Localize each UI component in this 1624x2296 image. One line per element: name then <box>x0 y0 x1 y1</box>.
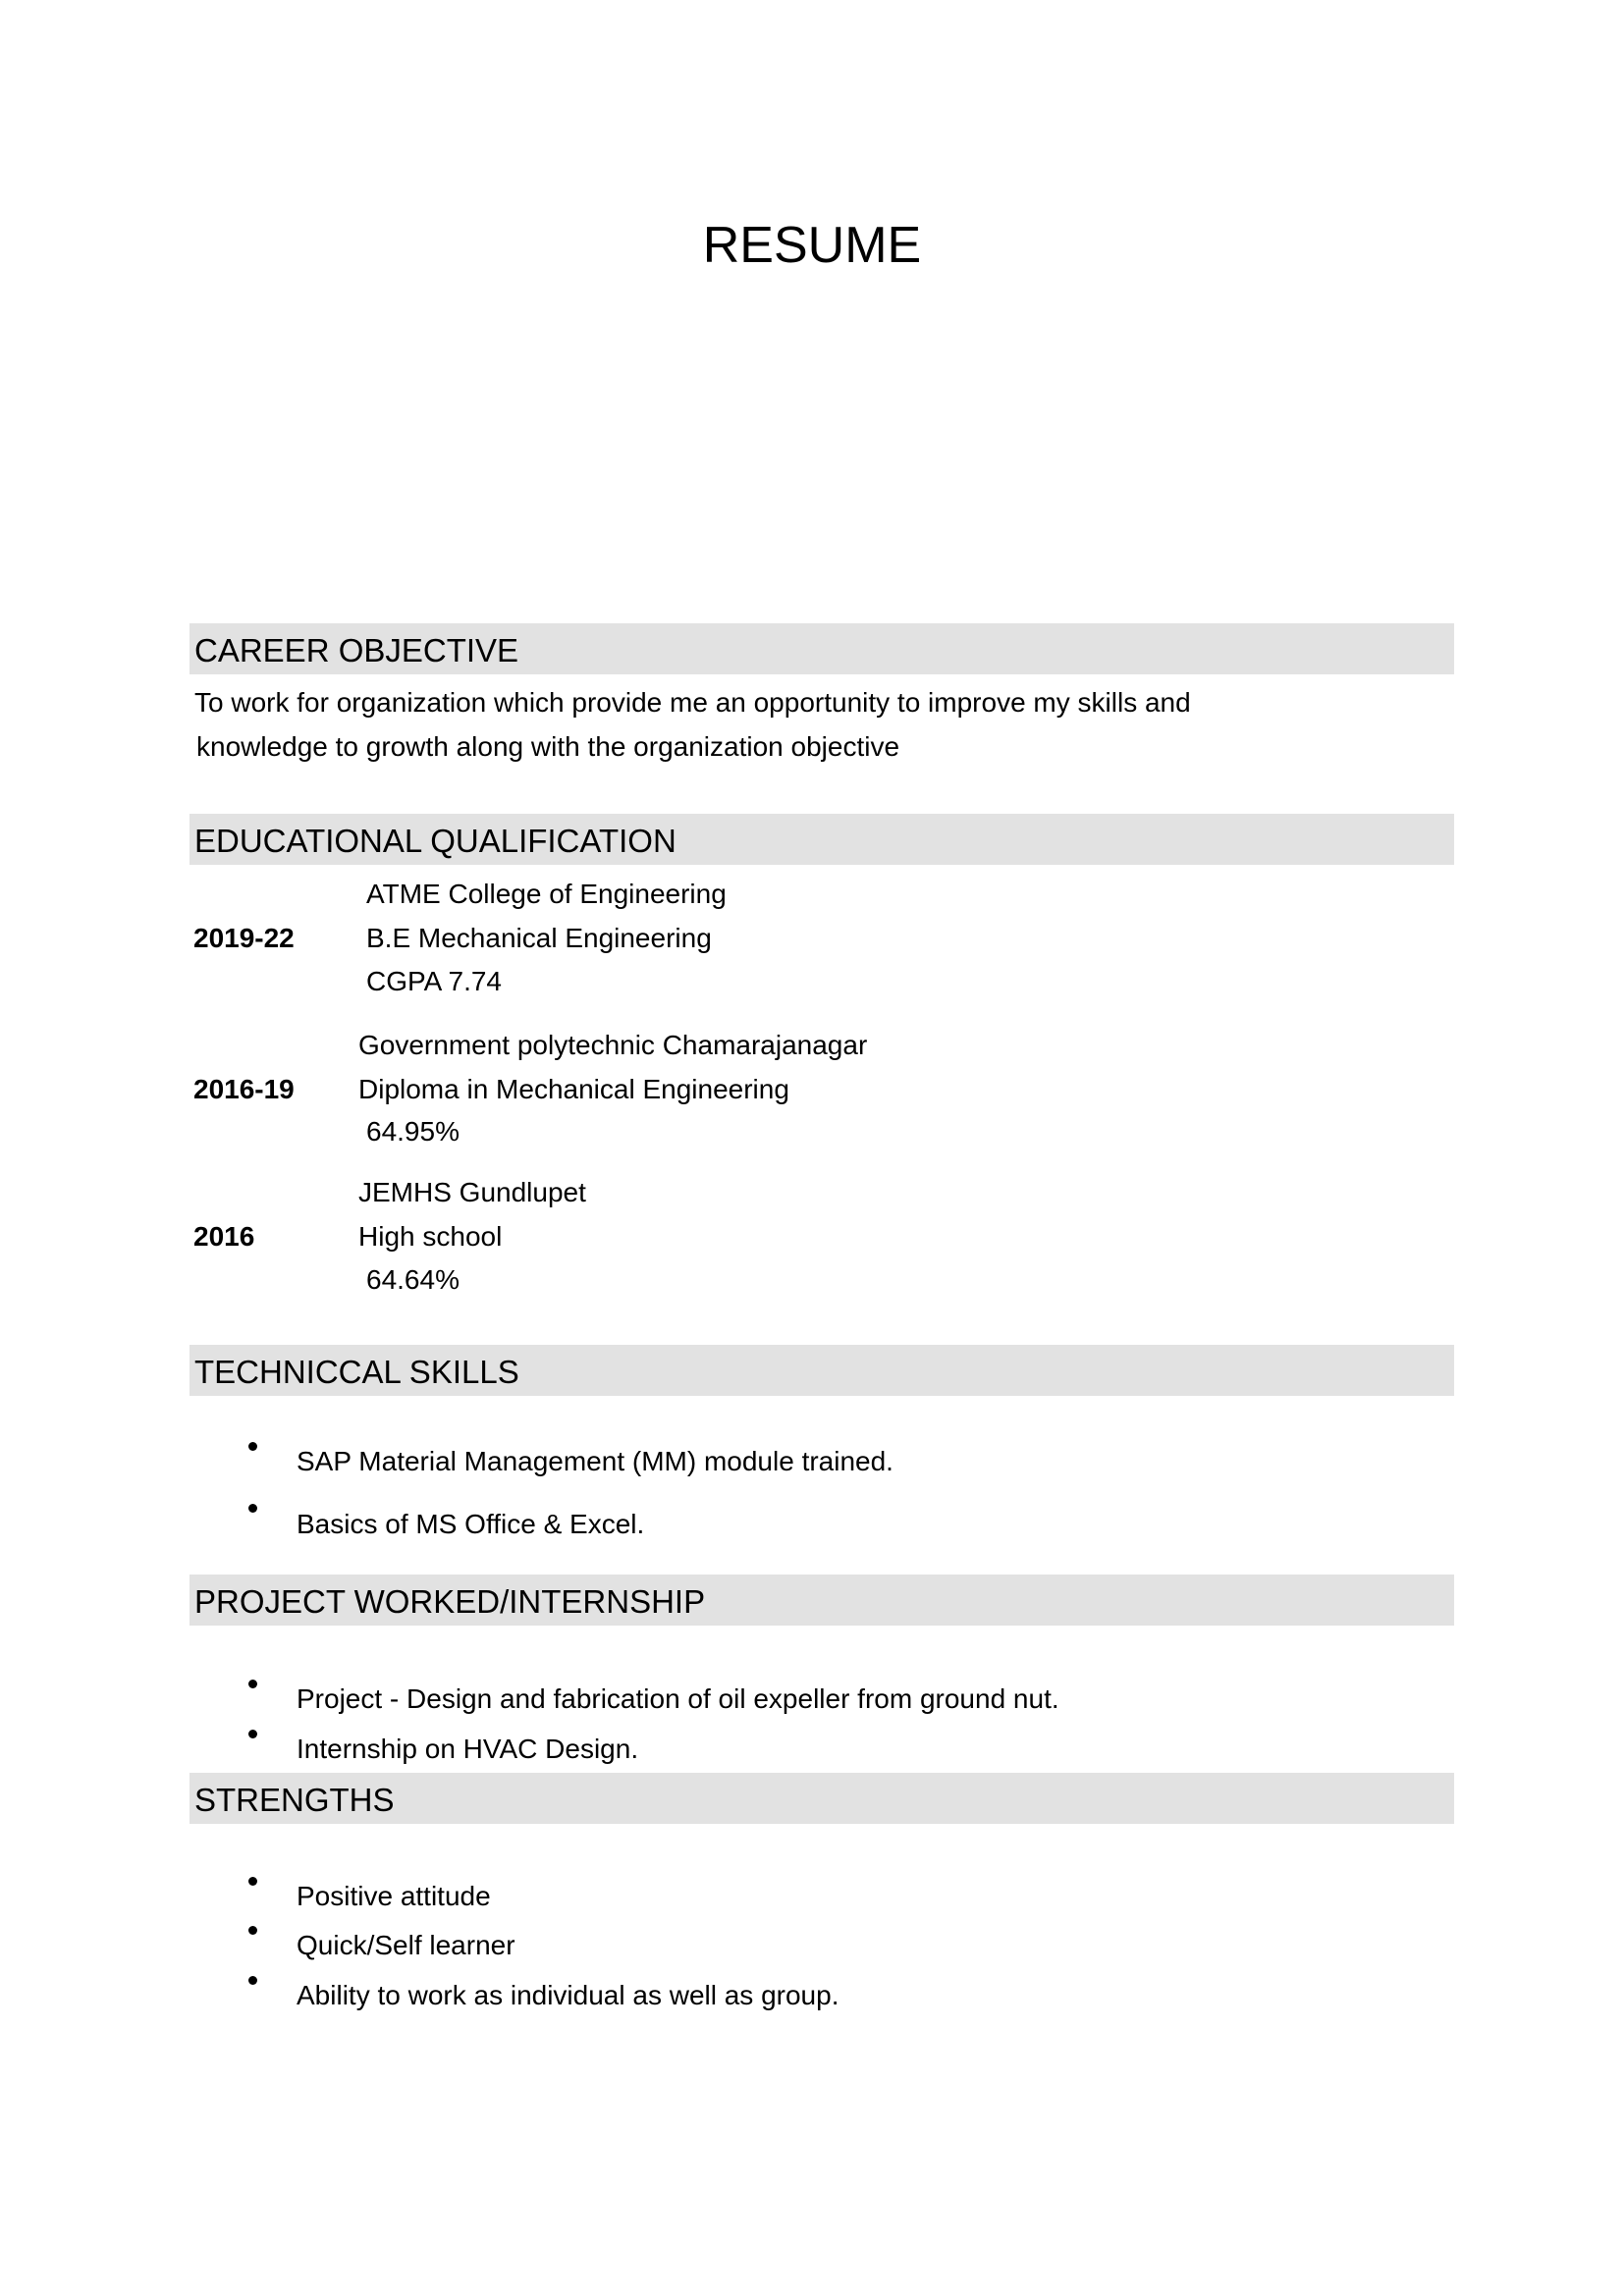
career-objective-heading: CAREER OBJECTIVE <box>194 632 519 668</box>
education-score: 64.64% <box>366 1264 460 1295</box>
skill-text: Basics of MS Office & Excel. <box>297 1509 645 1539</box>
education-heading: EDUCATIONAL QUALIFICATION <box>194 823 677 859</box>
education-year: 2016 <box>193 1221 255 1252</box>
education-institution: JEMHS Gundlupet <box>358 1177 586 1207</box>
resume-title: RESUME <box>702 217 922 274</box>
project-text: Project - Design and fabrication of oil expeller from ground nut. <box>297 1683 1059 1714</box>
objective-line-2: knowledge to growth along with the organization objective <box>196 731 900 762</box>
strengths-header <box>189 1773 1454 1824</box>
strength-text: Positive attitude <box>297 1881 491 1911</box>
bullet-icon <box>248 1504 257 1513</box>
bullet-icon <box>248 1976 257 1985</box>
strength-text: Ability to work as individual as well as group. <box>297 1980 839 2010</box>
project-text: Internship on HVAC Design. <box>297 1734 639 1764</box>
technical-skills-header <box>189 1345 1454 1396</box>
bullet-icon <box>248 1877 257 1886</box>
strengths-heading: STRENGTHS <box>194 1782 395 1818</box>
education-year: 2019-22 <box>193 923 295 953</box>
education-year: 2016-19 <box>193 1074 295 1104</box>
objective-line-1: To work for organization which provide me an opportunity to improve my skills and <box>194 687 1191 718</box>
projects-header <box>189 1575 1454 1626</box>
education-institution: ATME College of Engineering <box>366 879 727 909</box>
education-course: B.E Mechanical Engineering <box>366 923 712 953</box>
bullet-icon <box>248 1442 257 1451</box>
education-course: Diploma in Mechanical Engineering <box>358 1074 789 1104</box>
projects-heading: PROJECT WORKED/INTERNSHIP <box>194 1583 706 1620</box>
education-course: High school <box>358 1221 503 1252</box>
bullet-icon <box>248 1680 257 1688</box>
strength-text: Quick/Self learner <box>297 1930 515 1960</box>
education-score: CGPA 7.74 <box>366 966 503 996</box>
bullet-icon <box>248 1926 257 1935</box>
career-objective-header <box>189 623 1454 674</box>
bullet-icon <box>248 1730 257 1738</box>
skill-text: SAP Material Management (MM) module trained. <box>297 1446 893 1476</box>
technical-skills-heading: TECHNICCAL SKILLS <box>194 1354 519 1390</box>
education-score: 64.95% <box>366 1116 460 1147</box>
education-institution: Government polytechnic Chamarajanagar <box>358 1030 868 1060</box>
education-header <box>189 814 1454 865</box>
